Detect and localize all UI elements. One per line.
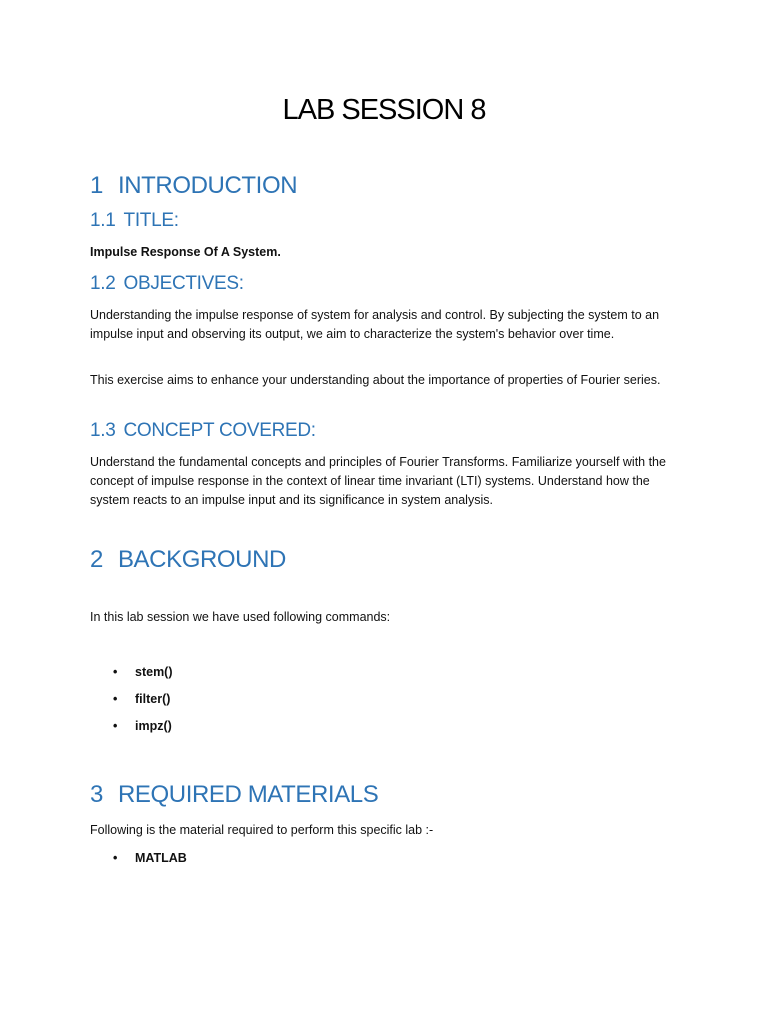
- heading-concept-covered: [90, 420, 316, 442]
- list-item: [90, 691, 173, 718]
- heading-text: REQUIRED MATERIALS: [117, 781, 379, 808]
- heading-title: [90, 210, 179, 232]
- heading-number: 2: [90, 546, 103, 573]
- heading-text: OBJECTIVES:: [123, 273, 244, 294]
- heading-text: INTRODUCTION: [117, 172, 298, 199]
- heading-number: 1: [90, 172, 103, 199]
- command-name: stem(): [135, 665, 173, 679]
- heading-number: 1.1: [90, 210, 116, 231]
- bullet-icon: •: [113, 665, 118, 679]
- heading-introduction: [90, 172, 297, 200]
- heading-text: CONCEPT COVERED:: [123, 420, 316, 441]
- materials-intro: Following is the material required to perform this specific lab :-: [90, 823, 434, 837]
- concept-paragraph: Understand the fundamental concepts and principles of Fourier Transforms. Familiarize yourself with the concept of impulse response in the context of linear time invariant (LTI) systems. Understand how the system reacts to an impulse input and its significance in system analysis.: [90, 455, 666, 507]
- background-intro: In this lab session we have used following commands:: [90, 610, 391, 624]
- lab-title-text: Impulse Response Of A System.: [90, 245, 281, 259]
- heading-text: BACKGROUND: [117, 546, 286, 573]
- list-item: [90, 718, 173, 745]
- heading-text: TITLE:: [123, 210, 179, 231]
- heading-required-materials: [90, 781, 378, 809]
- material-name: MATLAB: [135, 851, 187, 865]
- bullet-icon: •: [113, 851, 118, 865]
- heading-objectives: [90, 273, 244, 295]
- heading-number: 3: [90, 781, 103, 808]
- heading-number: 1.2: [90, 273, 116, 294]
- list-item: [90, 850, 187, 877]
- objectives-paragraph-2: This exercise aims to enhance your understanding about the importance of properties of Fourier series.: [90, 373, 661, 387]
- heading-background: [90, 546, 286, 574]
- objectives-paragraph-1: Understanding the impulse response of system for analysis and control. By subjecting the system to an impulse input and observing its output, we aim to characterize the system's behavior over time.: [90, 308, 660, 341]
- bullet-icon: •: [113, 719, 118, 733]
- materials-list: [90, 850, 187, 877]
- bullet-icon: •: [113, 692, 118, 706]
- list-item: [90, 664, 173, 691]
- command-name: impz(): [135, 719, 172, 733]
- heading-number: 1.3: [90, 420, 116, 441]
- command-name: filter(): [135, 692, 171, 706]
- commands-list: [90, 664, 173, 745]
- document-title: LAB SESSION 8: [282, 94, 486, 126]
